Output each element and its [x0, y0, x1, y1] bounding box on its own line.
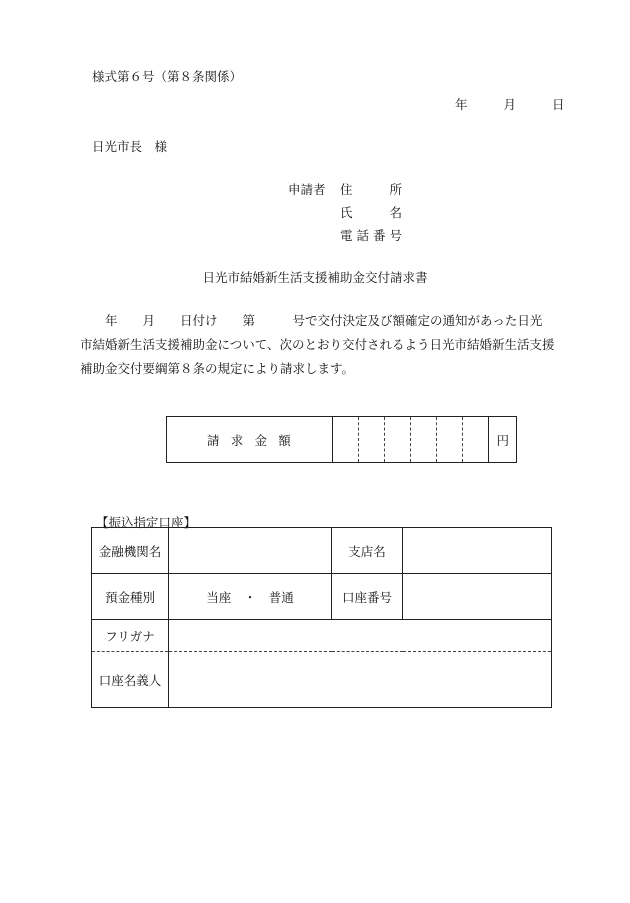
addressee: 日光市長 様 — [92, 139, 168, 154]
amount-digit-cell[interactable] — [385, 417, 411, 463]
furigana-field[interactable] — [169, 620, 552, 652]
form-number: 様式第６号（第８条関係） — [92, 69, 243, 84]
amount-digit-cell[interactable] — [359, 417, 385, 463]
bank-name-field[interactable] — [169, 528, 332, 574]
furigana-label: フリガナ — [92, 620, 169, 652]
amount-digit-cell[interactable] — [333, 417, 359, 463]
branch-field[interactable] — [403, 528, 552, 574]
amount-digit-cell[interactable] — [437, 417, 463, 463]
amount-label: 請求金額 — [167, 417, 333, 463]
account-table — [91, 527, 552, 708]
applicant-phone-label: 電話番号 — [340, 228, 402, 243]
date-line — [455, 95, 564, 113]
applicant-name-label: 氏 名 — [340, 205, 402, 220]
amount-digit-cell[interactable] — [463, 417, 489, 463]
amount-digit-cell[interactable] — [411, 417, 437, 463]
deposit-type-label: 預金種別 — [92, 574, 169, 620]
amount-table — [166, 416, 517, 463]
account-number-field[interactable] — [403, 574, 552, 620]
bank-name-label: 金融機関名 — [92, 528, 169, 574]
amount-unit: 円 — [489, 417, 517, 463]
body-line: 市結婚新生活支援補助金について、次のとおり交付されるよう日光市結婚新生活支援 — [80, 337, 555, 352]
document-title: 日光市結婚新生活支援補助金交付請求書 — [202, 270, 428, 285]
account-holder-label: 口座名義人 — [92, 652, 169, 708]
account-number-label: 口座番号 — [332, 574, 403, 620]
date-year: 年 — [455, 97, 468, 112]
date-day: 日 — [551, 97, 565, 112]
applicant-address-label: 住 所 — [340, 182, 402, 197]
body-line: 補助金交付要綱第８条の規定により請求します。 — [80, 361, 355, 376]
applicant-label: 申請者 — [288, 182, 326, 197]
account-heading: 【振込指定口座】 — [96, 515, 197, 530]
date-month: 月 — [503, 97, 516, 112]
branch-label: 支店名 — [332, 528, 403, 574]
body-line: 年 月 日付け 第 号で交付決定及び額確定の通知があった日光 — [80, 313, 543, 328]
deposit-type-options[interactable]: 当座 ・ 普通 — [169, 574, 332, 620]
account-holder-field[interactable] — [169, 652, 552, 708]
request-body — [80, 309, 555, 381]
